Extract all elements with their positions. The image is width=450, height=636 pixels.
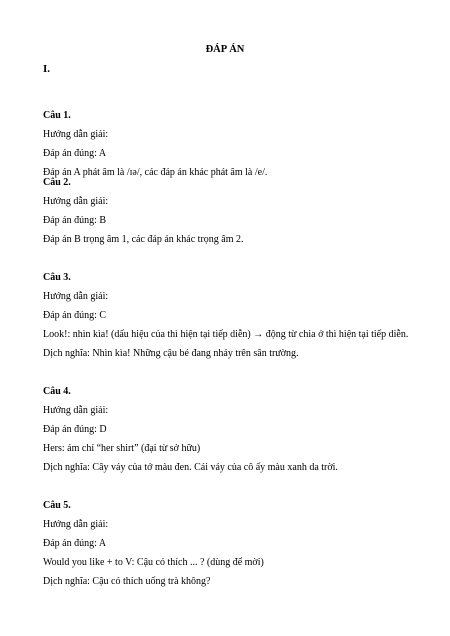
explanation-line: Đáp án B trọng âm 1, các đáp án khác trọng âm 2.: [43, 234, 244, 245]
explanation-line: Would you like + to V: Cậu có thích ... ? (dùng để mời): [43, 557, 264, 568]
guide-label: Hướng dẫn giải:: [43, 129, 109, 140]
question-block-5: [43, 496, 433, 591]
answer-line: Đáp án đúng: B: [43, 215, 107, 226]
translation-line: Dịch nghĩa: Cậu có thích uống trà không?: [43, 576, 211, 587]
guide-label: Hướng dẫn giải:: [43, 519, 109, 530]
answer-line: Đáp án đúng: D: [43, 424, 107, 435]
answer-line: Đáp án đúng: C: [43, 310, 107, 321]
question-heading: Câu 2.: [43, 177, 71, 188]
section-heading: I.: [43, 63, 51, 75]
question-block-4: [43, 382, 433, 477]
question-heading: Câu 4.: [43, 386, 71, 397]
question-block-3: [43, 268, 433, 363]
explanation-line: Look!: nhìn kìa! (dấu hiệu của thì hiện tại tiếp diễn) → động từ chia ở thì hiện tại tiếp diễn.: [43, 329, 409, 340]
answer-line: Đáp án đúng: A: [43, 148, 107, 159]
guide-label: Hướng dẫn giải:: [43, 196, 109, 207]
guide-label: Hướng dẫn giải:: [43, 291, 109, 302]
guide-label: Hướng dẫn giải:: [43, 405, 109, 416]
translation-line: Dịch nghĩa: Cây váy của tớ màu đen. Cái váy của cô ấy màu xanh da trời.: [43, 462, 338, 473]
question-block-1: [43, 106, 433, 182]
question-heading: Câu 1.: [43, 110, 71, 121]
question-heading: Câu 5.: [43, 500, 71, 511]
answer-line: Đáp án đúng: A: [43, 538, 107, 549]
question-heading: Câu 3.: [43, 272, 71, 283]
explanation-line: Đáp án A phát âm là /ɪə/, các đáp án khác phát âm là /e/.: [43, 167, 268, 178]
explanation-line: Hers: ám chỉ “her shirt” (đại từ sở hữu): [43, 443, 201, 454]
question-block-2: [43, 173, 433, 249]
translation-line: Dịch nghĩa: Nhìn kìa! Những cậu bé đang nhảy trên sân trường.: [43, 348, 299, 359]
page-title: ĐÁP ÁN: [205, 44, 245, 55]
